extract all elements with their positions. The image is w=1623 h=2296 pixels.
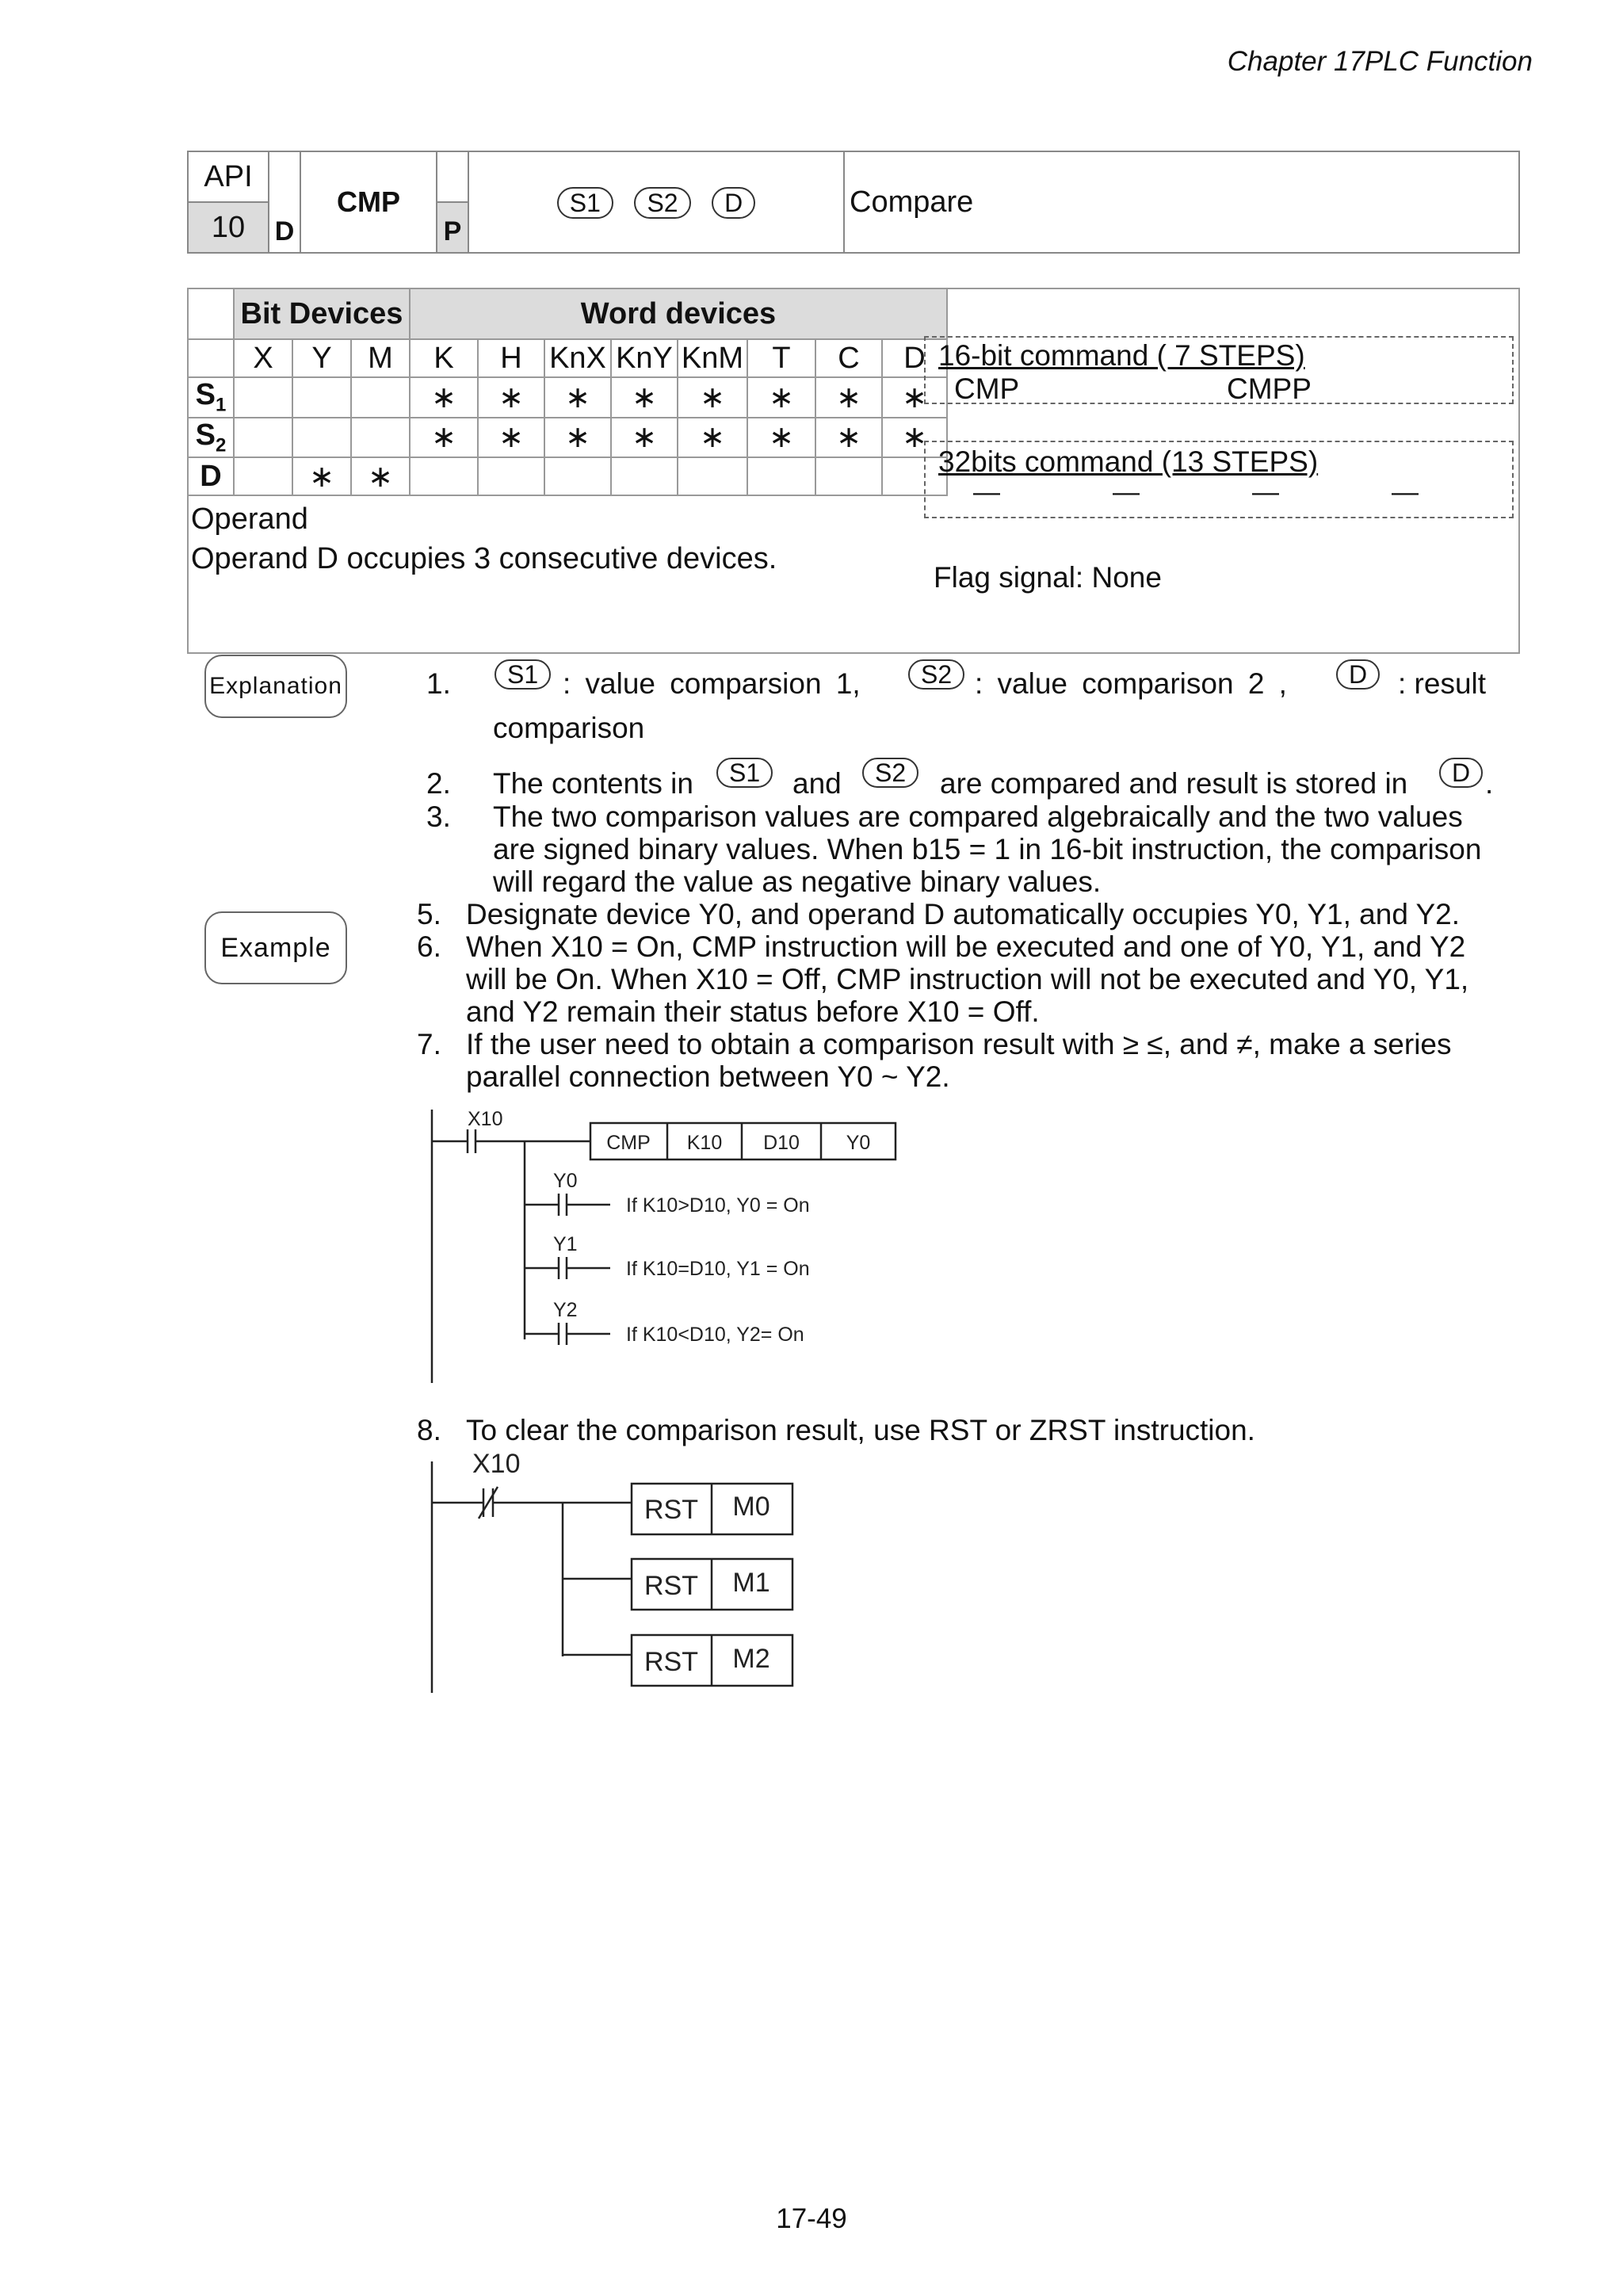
operand-s1-chip: S1 [716,758,773,788]
item6-line: will be On. When X10 = Off, CMP instruction will not be executed and Y0, Y1, [466,963,1469,995]
col-header: X [234,339,292,377]
item1-text-b: : value comparison 2 , [975,667,1287,700]
col-header: KnX [544,339,611,377]
table-cell: ∗ [544,418,611,458]
item5-text: Designate device Y0, and operand D automatically occupies Y0, Y1, and Y2. [466,898,1461,930]
ladder2-instr: RST [644,1647,698,1677]
row-label: $S_2$ [188,418,234,458]
ladder1-output-label: Y2 [553,1299,578,1321]
table-cell: ∗ [747,418,815,458]
item1-text-a: : value comparsion 1, [563,667,861,700]
table-cell [611,457,678,495]
item7-line: parallel connection between Y0 ~ Y2. [466,1060,950,1093]
table-cell [678,457,747,495]
chapter-header: Chapter 17PLC Function [1227,46,1533,77]
item1-text-d: comparison [493,712,645,744]
explanation-label: Explanation [204,655,347,718]
table-cell [351,418,410,458]
ladder1-output-label: Y0 [553,1170,578,1192]
p-flag: P [437,202,468,253]
table-cell: ∗ [882,377,947,418]
item2-text-a: The contents in [493,767,693,800]
ladder1-instr: Y0 [846,1132,871,1154]
ladder2-operand: M0 [732,1492,770,1522]
col-header: C [815,339,882,377]
col-header: T [747,339,815,377]
table-cell [234,377,292,418]
table-cell [234,457,292,495]
table-cell: ∗ [410,418,478,458]
operand-d-chip: D [1439,758,1483,788]
table-cell: ∗ [815,418,882,458]
ladder2-operand: M2 [732,1644,770,1674]
cmd16-pulse-mnemonic: CMPP [1227,372,1312,405]
item6-line: When X10 = On, CMP instruction will be executed and one of Y0, Y1, and Y2 [466,930,1466,963]
table-cell: ∗ [544,377,611,418]
flag-signal: Flag signal: None [934,561,1162,594]
table-cell [815,457,882,495]
operand-s1: S1 [557,187,613,219]
ladder2-contact-label: X10 [472,1449,521,1479]
item-number: 8. [417,1414,441,1446]
table-cell: ∗ [410,377,478,418]
col-header: KnY [611,339,678,377]
operand-s2-chip: S2 [908,659,964,690]
ladder2-operand: M1 [732,1568,770,1598]
item2-text-d: . [1485,767,1494,800]
item7-line: If the user need to obtain a comparison result with ≥ ≤, and ≠, make a series [466,1028,1452,1060]
operand-s1-chip: S1 [495,659,551,690]
table-cell [410,457,478,495]
function-name: Compare [844,151,1519,253]
ladder1-instr: K10 [686,1132,723,1154]
bit-devices-header: Bit Devices [234,288,410,339]
item2-text-b: and [792,767,842,800]
item8-text: To clear the comparison result, use RST or ZRST instruction. [466,1414,1255,1446]
ladder1-instr: D10 [763,1132,800,1154]
table-cell: ∗ [678,418,747,458]
table-cell [292,418,351,458]
cmd32-dash: — [973,477,1000,507]
col-header: M [351,339,410,377]
col-header: KnM [678,339,747,377]
item6-line: and Y2 remain their status before X10 = Off. [466,995,1040,1028]
d-flag: D [269,151,300,253]
example-label: Example [204,911,347,984]
operand-s2-chip: S2 [862,758,918,788]
page-number: 17-49 [776,2203,847,2234]
table-cell [478,457,544,495]
item-number: 6. [417,930,441,963]
operand-d-chip: D [1336,659,1380,690]
item-number: 3. [426,800,451,833]
col-header: K [410,339,478,377]
item-number: 2. [426,767,451,800]
ladder2-instr: RST [644,1495,698,1525]
operand-title: Operand [191,502,308,536]
table-cell [544,457,611,495]
cmd32-dash: — [1113,477,1140,507]
ladder2-instr: RST [644,1571,698,1601]
item2-text-c: are compared and result is stored in [940,767,1408,800]
table-cell: ∗ [815,377,882,418]
table-cell: ∗ [292,457,351,495]
table-cell: ∗ [611,377,678,418]
operand-chips [468,151,844,253]
table-cell: ∗ [478,418,544,458]
col-header: Y [292,339,351,377]
ladder1-output-label: Y1 [553,1233,578,1255]
table-cell [747,457,815,495]
row-label: $S_1$ [188,377,234,418]
item-number: 1. [426,667,451,700]
table-row [188,457,947,495]
ladder-diagram-reset [412,1447,808,1701]
ladder1-output-note: If K10>D10, Y0 = On [626,1194,810,1217]
api-label: API [188,151,269,202]
col-header: H [478,339,544,377]
table-cell: ∗ [478,377,544,418]
table-row [188,377,947,418]
item3-line: will regard the value as negative binary values. [493,865,1102,898]
ladder1-instr: CMP [606,1132,651,1154]
word-devices-header: Word devices [410,288,947,339]
table-cell: ∗ [747,377,815,418]
table-cell: ∗ [611,418,678,458]
cmd16-mnemonic: CMP [954,372,1020,405]
operand-note: Operand D occupies 3 consecutive devices. [191,542,777,575]
col-header: D [882,339,947,377]
ladder1-contact-label: X10 [468,1108,503,1130]
p-flag-spacer [437,151,468,202]
table-cell: ∗ [678,377,747,418]
cmd32-dash: — [1252,477,1279,507]
api-header-table [187,151,1520,254]
item-number: 5. [417,898,441,930]
table-cell: ∗ [351,457,410,495]
item3-line: are signed binary values. When b15 = 1 in 16-bit instruction, the comparison [493,833,1482,865]
cmd32-dash: — [1392,477,1419,507]
table-cell [234,418,292,458]
instruction-mnemonic: CMP [300,151,437,253]
operand-s2: S2 [634,187,690,219]
item3-line: The two comparison values are compared algebraically and the two values [493,800,1463,833]
table-cell: ∗ [882,418,947,458]
item1-text-c: : result [1398,667,1487,700]
table-cell [351,377,410,418]
ladder-diagram-compare [412,1102,903,1395]
api-number: 10 [188,202,269,253]
item-number: 7. [417,1028,441,1060]
cmd16-title: 16-bit command ( 7 STEPS) [938,339,1305,372]
ladder1-output-note: If K10<D10, Y2= On [626,1324,804,1346]
table-row [188,418,947,458]
table-cell [292,377,351,418]
row-label: D [188,457,234,495]
device-table [187,288,948,496]
operand-d: D [712,187,755,219]
ladder1-output-note: If K10=D10, Y1 = On [626,1258,810,1280]
cmd32-title: 32bits command (13 STEPS) [938,445,1319,478]
